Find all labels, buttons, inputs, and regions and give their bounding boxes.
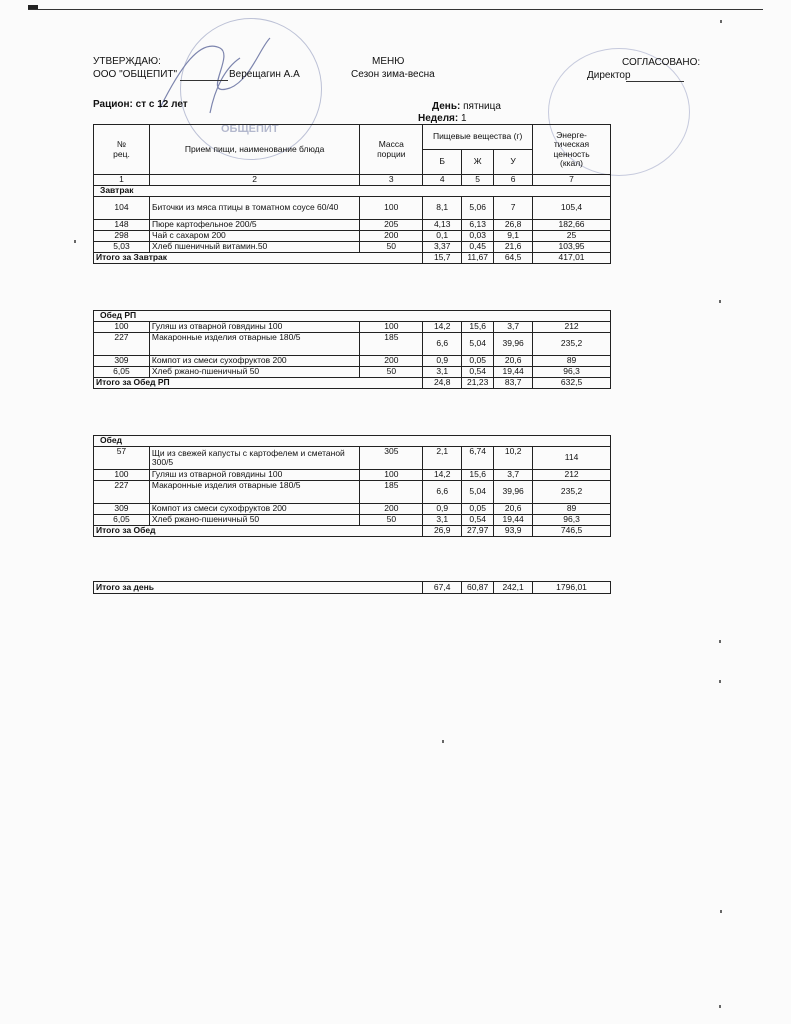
approved-label: УТВЕРЖДАЮ: <box>93 56 161 67</box>
mass: 200 <box>360 356 423 367</box>
org-name: ООО "ОБЩЕПИТ" <box>93 69 178 80</box>
recipe-num: 227 <box>94 481 150 504</box>
carbs: 20,6 <box>494 504 533 515</box>
col-header-energy: Энерге-тическая ценность (ккал) <box>533 125 611 175</box>
mass: 50 <box>360 515 423 526</box>
fat: 0,54 <box>462 367 494 378</box>
total-carbs: 93,9 <box>494 526 533 537</box>
carbs: 3,7 <box>494 470 533 481</box>
total-row <box>94 526 611 537</box>
scan-speck <box>719 1005 721 1008</box>
mass: 305 <box>360 447 423 470</box>
col-header-num: № рец. <box>94 125 150 175</box>
kcal: 114 <box>533 447 611 470</box>
fat: 0,54 <box>462 515 494 526</box>
kcal: 89 <box>533 356 611 367</box>
day-line <box>432 101 501 113</box>
kcal: 105,4 <box>533 196 611 219</box>
fat: 5,04 <box>462 481 494 504</box>
total-fat: 11,67 <box>462 252 494 263</box>
mass: 205 <box>360 219 423 230</box>
day-value: пятница <box>463 101 501 112</box>
agreed-label: СОГЛАСОВАНО: <box>622 57 701 68</box>
total-protein: 26,9 <box>423 526 462 537</box>
carbs: 39,96 <box>494 481 533 504</box>
menu-title: МЕНЮ <box>372 56 405 67</box>
protein: 14,2 <box>423 470 462 481</box>
table-row <box>94 196 611 219</box>
dish-name: Хлеб ржано-пшеничный 50 <box>149 515 360 526</box>
dish-name: Чай с сахаром 200 <box>149 230 359 241</box>
table-row <box>94 230 611 241</box>
protein: 4,13 <box>423 219 462 230</box>
total-label: Итого за Обед РП <box>94 378 423 389</box>
index-cell: 5 <box>462 175 494 186</box>
total-protein: 24,8 <box>423 378 462 389</box>
table-row <box>94 241 611 252</box>
menu-table-day-total <box>93 581 611 594</box>
dish-name: Пюре картофельное 200/5 <box>149 219 359 230</box>
recipe-num: 309 <box>94 504 150 515</box>
menu-table-lunch-rp <box>93 310 611 389</box>
total-kcal: 417,01 <box>533 252 611 263</box>
index-cell: 6 <box>494 175 533 186</box>
total-label: Итого за Завтрак <box>94 252 423 263</box>
total-kcal: 632,5 <box>533 378 611 389</box>
recipe-num: 100 <box>94 470 150 481</box>
kcal: 212 <box>533 470 611 481</box>
kcal: 96,3 <box>533 367 611 378</box>
total-label: Итого за Обед <box>94 526 423 537</box>
total-row <box>94 378 611 389</box>
kcal: 103,95 <box>533 241 611 252</box>
kcal: 25 <box>533 230 611 241</box>
col-header-zh: Ж <box>462 150 494 175</box>
dish-name: Биточки из мяса птицы в томатном соусе 60/40 <box>149 196 359 219</box>
mass: 50 <box>360 241 423 252</box>
day-total-protein: 67,4 <box>423 582 462 594</box>
protein: 14,2 <box>423 322 462 333</box>
ration-value: ст с 12 лет <box>135 99 188 110</box>
carbs: 20,6 <box>494 356 533 367</box>
col-header-u: У <box>494 150 533 175</box>
protein: 3,1 <box>423 367 462 378</box>
scan-speck <box>719 680 721 683</box>
fat: 0,05 <box>462 356 494 367</box>
fat: 0,03 <box>462 230 494 241</box>
scan-speck <box>719 640 721 643</box>
kcal: 235,2 <box>533 481 611 504</box>
dish-name: Гуляш из отварной говядины 100 <box>149 322 360 333</box>
protein: 8,1 <box>423 196 462 219</box>
total-fat: 27,97 <box>462 526 494 537</box>
fat: 15,6 <box>462 322 494 333</box>
approver-name: Верещагин А.А <box>229 69 300 80</box>
director-underline <box>626 81 684 82</box>
mass: 185 <box>360 481 423 504</box>
column-index-row <box>94 175 611 186</box>
kcal: 212 <box>533 322 611 333</box>
index-cell: 7 <box>533 175 611 186</box>
dish-name: Компот из смеси сухофруктов 200 <box>149 356 360 367</box>
fat: 0,45 <box>462 241 494 252</box>
season-label: Сезон зима-весна <box>351 69 435 80</box>
dish-name: Макаронные изделия отварные 180/5 <box>149 481 360 504</box>
week-label: Неделя: <box>418 113 459 124</box>
dish-name: Компот из смеси сухофруктов 200 <box>149 504 360 515</box>
protein: 3,1 <box>423 515 462 526</box>
recipe-num: 148 <box>94 219 150 230</box>
protein: 3,37 <box>423 241 462 252</box>
day-total-label: Итого за день <box>94 582 423 594</box>
ration-line <box>93 99 188 111</box>
mass: 200 <box>360 230 423 241</box>
table-row <box>94 504 611 515</box>
recipe-num: 6,05 <box>94 367 150 378</box>
protein: 0,9 <box>423 504 462 515</box>
day-total-fat: 60,87 <box>462 582 494 594</box>
mass: 100 <box>360 470 423 481</box>
table-row <box>94 470 611 481</box>
carbs: 9,1 <box>494 230 533 241</box>
index-cell: 2 <box>149 175 359 186</box>
kcal: 96,3 <box>533 515 611 526</box>
dish-name: Макаронные изделия отварные 180/5 <box>149 333 360 356</box>
protein: 6,6 <box>423 333 462 356</box>
carbs: 26,8 <box>494 219 533 230</box>
carbs: 19,44 <box>494 515 533 526</box>
ration-label: Рацион: <box>93 99 133 110</box>
total-carbs: 83,7 <box>494 378 533 389</box>
col-header-mass: Масса порции <box>360 125 423 175</box>
menu-table-breakfast <box>93 124 611 264</box>
table-row <box>94 481 611 504</box>
mass: 100 <box>360 196 423 219</box>
carbs: 3,7 <box>494 322 533 333</box>
table-row <box>94 447 611 470</box>
menu-table-lunch <box>93 435 611 537</box>
week-value: 1 <box>461 113 467 124</box>
index-cell: 1 <box>94 175 150 186</box>
approver-underline <box>180 80 228 81</box>
section-title: Обед РП <box>94 311 611 322</box>
table-row <box>94 367 611 378</box>
protein: 6,6 <box>423 481 462 504</box>
table-row <box>94 515 611 526</box>
day-total-kcal: 1796,01 <box>533 582 611 594</box>
carbs: 7 <box>494 196 533 219</box>
total-fat: 21,23 <box>462 378 494 389</box>
scan-speck <box>720 910 722 913</box>
section-title: Завтрак <box>94 185 611 196</box>
kcal: 182,66 <box>533 219 611 230</box>
recipe-num: 5,03 <box>94 241 150 252</box>
scan-speck <box>74 240 76 243</box>
carbs: 39,96 <box>494 333 533 356</box>
kcal: 235,2 <box>533 333 611 356</box>
table-row <box>94 356 611 367</box>
total-row <box>94 252 611 263</box>
mass: 100 <box>360 322 423 333</box>
scan-top-edge-line <box>28 9 763 10</box>
total-protein: 15,7 <box>423 252 462 263</box>
carbs: 21,6 <box>494 241 533 252</box>
fat: 5,04 <box>462 333 494 356</box>
scan-speck <box>442 740 444 743</box>
carbs: 19,44 <box>494 367 533 378</box>
recipe-num: 309 <box>94 356 150 367</box>
col-header-b: Б <box>423 150 462 175</box>
day-total-carbs: 242,1 <box>494 582 533 594</box>
recipe-num: 6,05 <box>94 515 150 526</box>
fat: 6,74 <box>462 447 494 470</box>
mass: 50 <box>360 367 423 378</box>
mass: 200 <box>360 504 423 515</box>
recipe-num: 57 <box>94 447 150 470</box>
day-label: День: <box>432 101 461 112</box>
day-total-row <box>94 582 611 594</box>
kcal: 89 <box>533 504 611 515</box>
index-cell: 4 <box>423 175 462 186</box>
stamp-text: ОБЩЕПИТ <box>221 123 279 135</box>
director-label: Директор <box>587 70 631 81</box>
dish-name: Хлеб ржано-пшеничный 50 <box>149 367 360 378</box>
dish-name: Гуляш из отварной говядины 100 <box>149 470 360 481</box>
dish-name: Щи из свежей капусты с картофелем и сметаной 300/5 <box>149 447 360 470</box>
recipe-num: 100 <box>94 322 150 333</box>
col-header-nutrients: Пищевые вещества (г) <box>423 125 533 150</box>
carbs: 10,2 <box>494 447 533 470</box>
total-kcal: 746,5 <box>533 526 611 537</box>
index-cell: 3 <box>360 175 423 186</box>
table-row <box>94 219 611 230</box>
protein: 2,1 <box>423 447 462 470</box>
fat: 5,06 <box>462 196 494 219</box>
section-title: Обед <box>94 436 611 447</box>
protein: 0,1 <box>423 230 462 241</box>
mass: 185 <box>360 333 423 356</box>
recipe-num: 298 <box>94 230 150 241</box>
col-header-name: Прием пищи, наименование блюда <box>149 125 359 175</box>
table-row <box>94 333 611 356</box>
protein: 0,9 <box>423 356 462 367</box>
fat: 6,13 <box>462 219 494 230</box>
fat: 15,6 <box>462 470 494 481</box>
recipe-num: 227 <box>94 333 150 356</box>
dish-name: Хлеб пшеничный витамин.50 <box>149 241 359 252</box>
fat: 0,05 <box>462 504 494 515</box>
scan-speck <box>719 300 721 303</box>
recipe-num: 104 <box>94 196 150 219</box>
scan-speck <box>720 20 722 23</box>
table-row <box>94 322 611 333</box>
total-carbs: 64,5 <box>494 252 533 263</box>
